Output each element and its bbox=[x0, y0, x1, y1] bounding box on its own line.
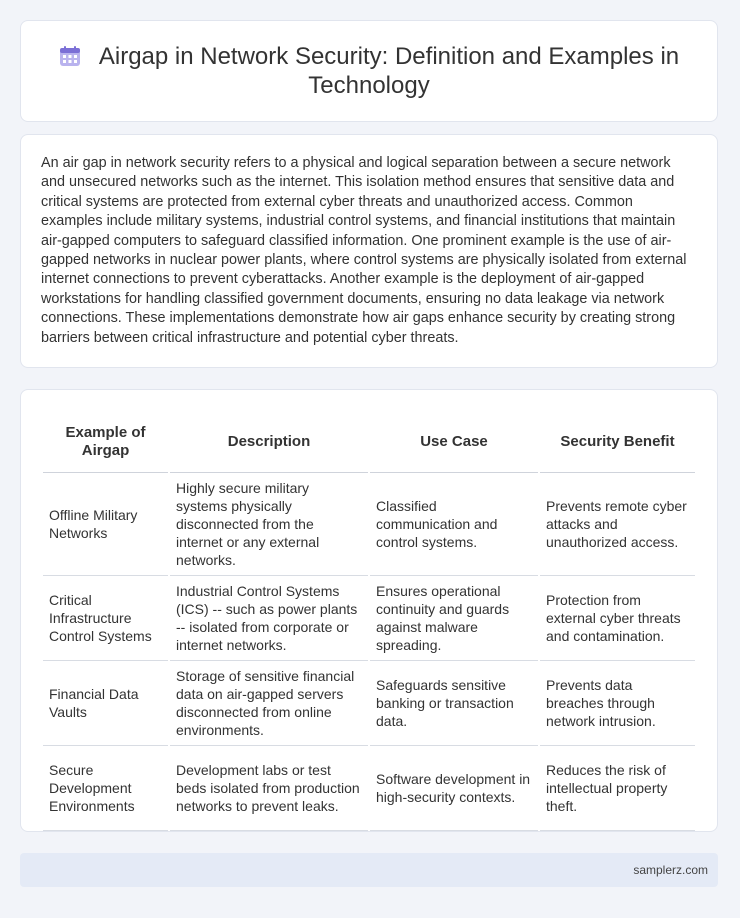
footer-bar bbox=[20, 853, 718, 887]
table-row bbox=[43, 473, 695, 576]
cell-use-case: Software development in high-security contexts. bbox=[370, 746, 538, 831]
calendar-icon bbox=[59, 45, 81, 67]
cell-security-benefit: Reduces the risk of intellectual property theft. bbox=[540, 746, 695, 831]
table-header-row bbox=[43, 412, 695, 473]
cell-security-benefit: Prevents remote cyber attacks and unauthorized access. bbox=[540, 473, 695, 576]
cell-example: Critical Infrastructure Control Systems bbox=[43, 576, 168, 661]
page-title: Airgap in Network Security: Definition and Examples in Technology bbox=[98, 43, 680, 99]
cell-description: Storage of sensitive financial data on air-gapped servers disconnected from online environments. bbox=[170, 661, 368, 746]
table-row bbox=[43, 661, 695, 746]
title-card bbox=[20, 20, 718, 122]
page-title-block bbox=[54, 42, 684, 100]
cell-security-benefit: Prevents data breaches through network intrusion. bbox=[540, 661, 695, 746]
cell-description: Industrial Control Systems (ICS) -- such as power plants -- isolated from corporate or internet networks. bbox=[170, 576, 368, 661]
cell-example: Secure Development Environments bbox=[43, 746, 168, 831]
cell-use-case: Ensures operational continuity and guards against malware spreading. bbox=[370, 576, 538, 661]
cell-use-case: Classified communication and control systems. bbox=[370, 473, 538, 576]
column-header-use-case: Use Case bbox=[370, 412, 538, 473]
cell-description: Development labs or test beds isolated from production networks to prevent leaks. bbox=[170, 746, 368, 831]
cell-example: Offline Military Networks bbox=[43, 473, 168, 576]
cell-security-benefit: Protection from external cyber threats and contamination. bbox=[540, 576, 695, 661]
table-row bbox=[43, 576, 695, 661]
cell-example: Financial Data Vaults bbox=[43, 661, 168, 746]
airgap-table bbox=[41, 412, 697, 831]
table-card bbox=[20, 389, 718, 832]
intro-paragraph: An air gap in network security refers to a physical and logical separation between a secure network and unsecured networks such as the internet. This isolation method ensures that sensitive data and critical systems are protected from external cyber threats and unauthorized access. Common examples include military systems, industrial control systems, and financial institutions that maintain air-gapped computers to safeguard classified information. One prominent example is the use of air-gapped networks in nuclear power plants, where control systems are physically isolated from external internet connections to prevent cyberattacks. Another example is the deployment of air-gapped workstations for handling classified government documents, ensuring no data leakage via network connections. These implementations demonstrate how air gaps enhance security by creating strong barriers between critical infrastructure and potential cyber threats. bbox=[41, 155, 687, 346]
column-header-example: Example of Airgap bbox=[43, 412, 168, 473]
intro-card bbox=[20, 134, 718, 368]
cell-description: Highly secure military systems physically disconnected from the internet or any external networks. bbox=[170, 473, 368, 576]
table-row bbox=[43, 746, 695, 831]
column-header-description: Description bbox=[170, 412, 368, 473]
footer-site-link[interactable]: samplerz.com bbox=[633, 863, 708, 877]
column-header-security-benefit: Security Benefit bbox=[540, 412, 695, 473]
cell-use-case: Safeguards sensitive banking or transaction data. bbox=[370, 661, 538, 746]
